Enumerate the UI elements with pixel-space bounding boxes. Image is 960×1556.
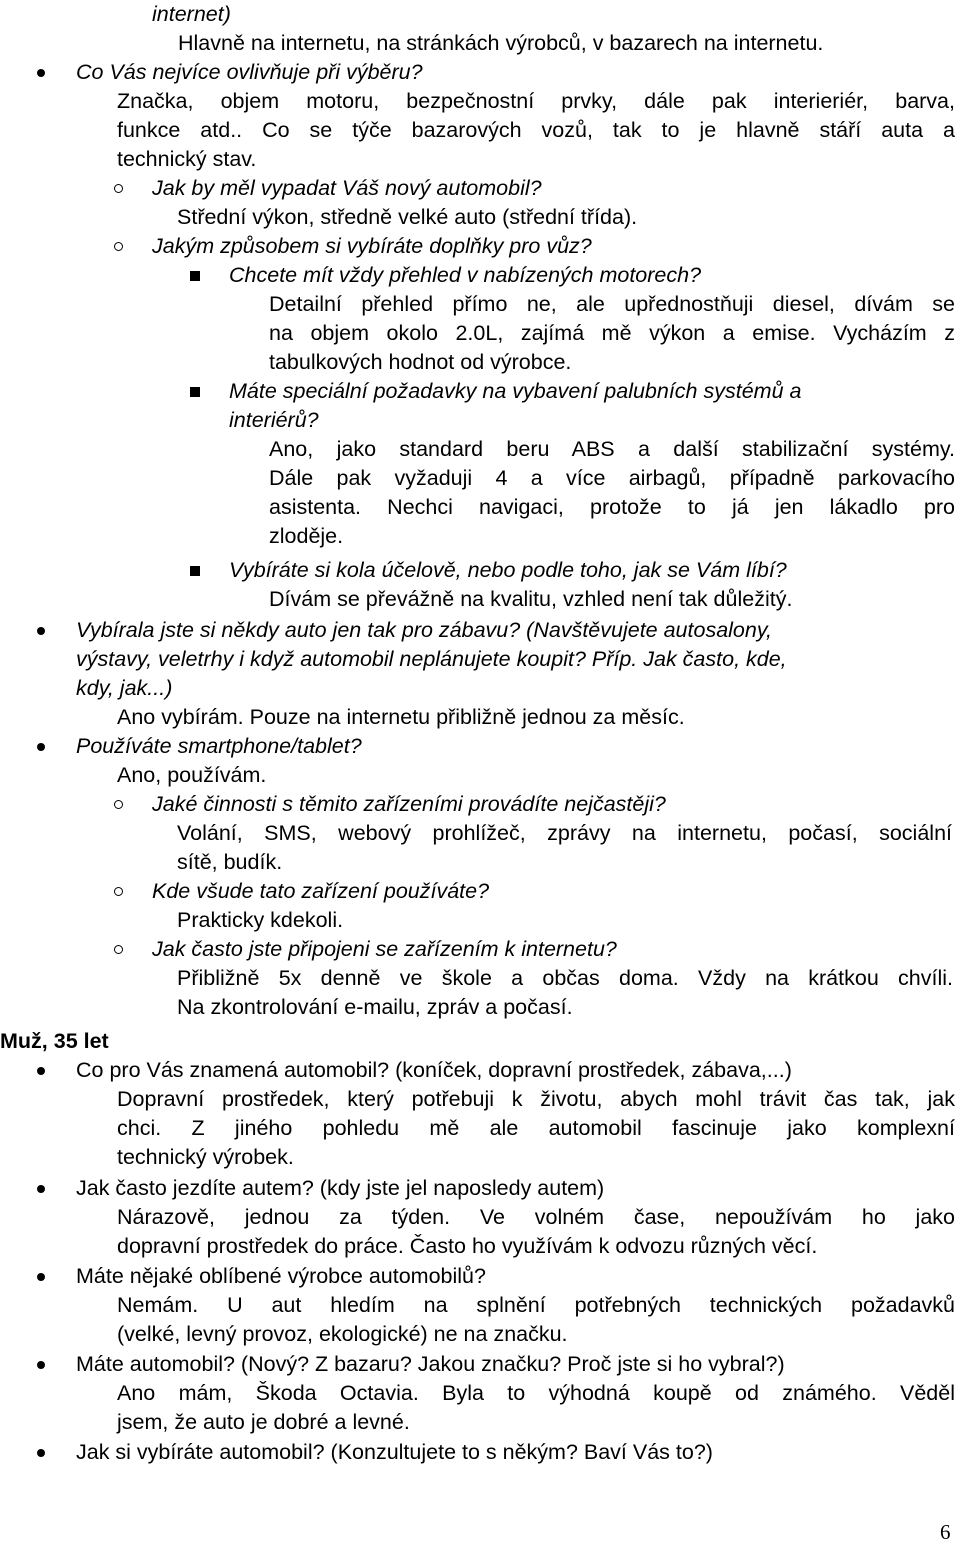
bullet-dot-icon: [37, 69, 45, 77]
text-line: Hlavně na internetu, na stránkách výrobců, v bazarech na internetu.: [178, 31, 824, 55]
text-line: na objem okolo 2.0L, zajímá mě výkon a emise. Vycházím z: [269, 321, 955, 345]
text-line: Volání, SMS, webový prohlížeč, zprávy na internetu, počasí, sociální: [177, 821, 952, 845]
text-line: Máte automobil? (Nový? Z bazaru? Jakou značku? Proč jste si ho vybral?): [76, 1352, 785, 1376]
text-line: Co pro Vás znamená automobil? (koníček, dopravní prostředek, zábava,...): [76, 1058, 792, 1082]
bullet-circle-icon: [114, 242, 123, 251]
page-number: 6: [940, 1520, 951, 1544]
text-line: Nemám. U aut hledím na splnění potřebných technických požadavků: [117, 1293, 955, 1317]
bullet-dot-icon: [37, 1273, 45, 1281]
text-line: Prakticky kdekoli.: [177, 908, 344, 932]
text-line: technický výrobek.: [117, 1145, 294, 1169]
text-line: Jaké činnosti s těmito zařízeními provádíte nejčastěji?: [152, 792, 666, 816]
text-line: Máte nějaké oblíbené výrobce automobilů?: [76, 1264, 486, 1288]
bullet-square-icon: [190, 387, 200, 397]
text-line: Přibližně 5x denně ve škole a občas doma. Vždy na krátkou chvíli.: [177, 966, 953, 990]
text-line: Používáte smartphone/tablet?: [76, 734, 362, 758]
text-line: internet): [152, 2, 231, 26]
text-line: Dívám se převážně na kvalitu, vzhled není tak důležitý.: [269, 587, 793, 611]
bullet-square-icon: [190, 271, 200, 281]
text-line: kdy, jak...): [76, 676, 173, 700]
text-line: Značka, objem motoru, bezpečnostní prvky, dále pak interieriér, barva,: [117, 89, 955, 113]
text-line: dopravní prostředek do práce. Často ho využívám k odvozu různých věcí.: [117, 1234, 818, 1258]
bullet-dot-icon: [37, 743, 45, 751]
text-line: (velké, levný provoz, ekologické) ne na značku.: [117, 1322, 568, 1346]
bullet-dot-icon: [37, 627, 45, 635]
text-line: Ano mám, Škoda Octavia. Byla to výhodná koupě od známého. Věděl: [117, 1381, 955, 1405]
bullet-dot-icon: [37, 1449, 45, 1457]
text-line: Vybírala jste si někdy auto jen tak pro zábavu? (Navštěvujete autosalony,: [76, 618, 772, 642]
text-line: Ano vybírám. Pouze na internetu přibližně jednou za měsíc.: [117, 705, 685, 729]
text-line: výstavy, veletrhy i když automobil neplánujete koupit? Příp. Jak často, kde,: [76, 647, 787, 671]
text-line: Detailní přehled přímo ne, ale upřednostňuji diesel, dívám se: [269, 292, 955, 316]
bullet-circle-icon: [114, 945, 123, 954]
section-heading: Muž, 35 let: [0, 1029, 109, 1053]
bullet-square-icon: [190, 566, 200, 576]
text-line: Co Vás nejvíce ovlivňuje při výběru?: [76, 60, 423, 84]
bullet-circle-icon: [114, 184, 123, 193]
text-line: Chcete mít vždy přehled v nabízených motorech?: [229, 263, 702, 287]
bullet-dot-icon: [37, 1185, 45, 1193]
text-line: Jakým způsobem si vybíráte doplňky pro vůz?: [152, 234, 592, 258]
text-line: interiérů?: [229, 408, 319, 432]
text-line: Dále pak vyžaduji 4 a více airbagů, případně parkovacího: [269, 466, 955, 490]
text-line: Ano, používám.: [117, 763, 267, 787]
text-line: Dopravní prostředek, který potřebuji k životu, abych mohl trávit čas tak, jak: [117, 1087, 955, 1111]
text-line: chci. Z jiného pohledu mě ale automobil fascinuje jako komplexní: [117, 1116, 955, 1140]
text-line: funkce atd.. Co se týče bazarových vozů, tak to je hlavně stáří auta a: [117, 118, 955, 142]
text-line: Máte speciální požadavky na vybavení palubních systémů a: [229, 379, 802, 403]
bullet-dot-icon: [37, 1361, 45, 1369]
text-line: sítě, budík.: [177, 850, 283, 874]
text-line: asistenta. Nechci navigaci, protože to já jen lákadlo pro: [269, 495, 955, 519]
bullet-circle-icon: [114, 800, 123, 809]
text-line: technický stav.: [117, 147, 257, 171]
text-line: Na zkontrolování e-mailu, zpráv a počasí.: [177, 995, 573, 1019]
text-line: Nárazově, jednou za týden. Ve volném čase, nepoužívám ho jako: [117, 1205, 955, 1229]
bullet-dot-icon: [37, 1067, 45, 1075]
text-line: Kde všude tato zařízení používáte?: [152, 879, 490, 903]
text-line: Střední výkon, středně velké auto (střední třída).: [177, 205, 638, 229]
text-line: zloděje.: [269, 524, 344, 548]
text-line: Vybíráte si kola účelově, nebo podle toho, jak se Vám líbí?: [229, 558, 787, 582]
text-line: jsem, že auto je dobré a levné.: [117, 1410, 410, 1434]
text-line: Jak často jezdíte autem? (kdy jste jel naposledy autem): [76, 1176, 605, 1200]
text-line: Ano, jako standard beru ABS a další stabilizační systémy.: [269, 437, 955, 461]
text-line: Jak by měl vypadat Váš nový automobil?: [152, 176, 542, 200]
text-line: Jak si vybíráte automobil? (Konzultujete to s někým? Baví Vás to?): [76, 1440, 713, 1464]
text-line: Jak často jste připojeni se zařízením k internetu?: [152, 937, 617, 961]
text-line: tabulkových hodnot od výrobce.: [269, 350, 572, 374]
bullet-circle-icon: [114, 887, 123, 896]
